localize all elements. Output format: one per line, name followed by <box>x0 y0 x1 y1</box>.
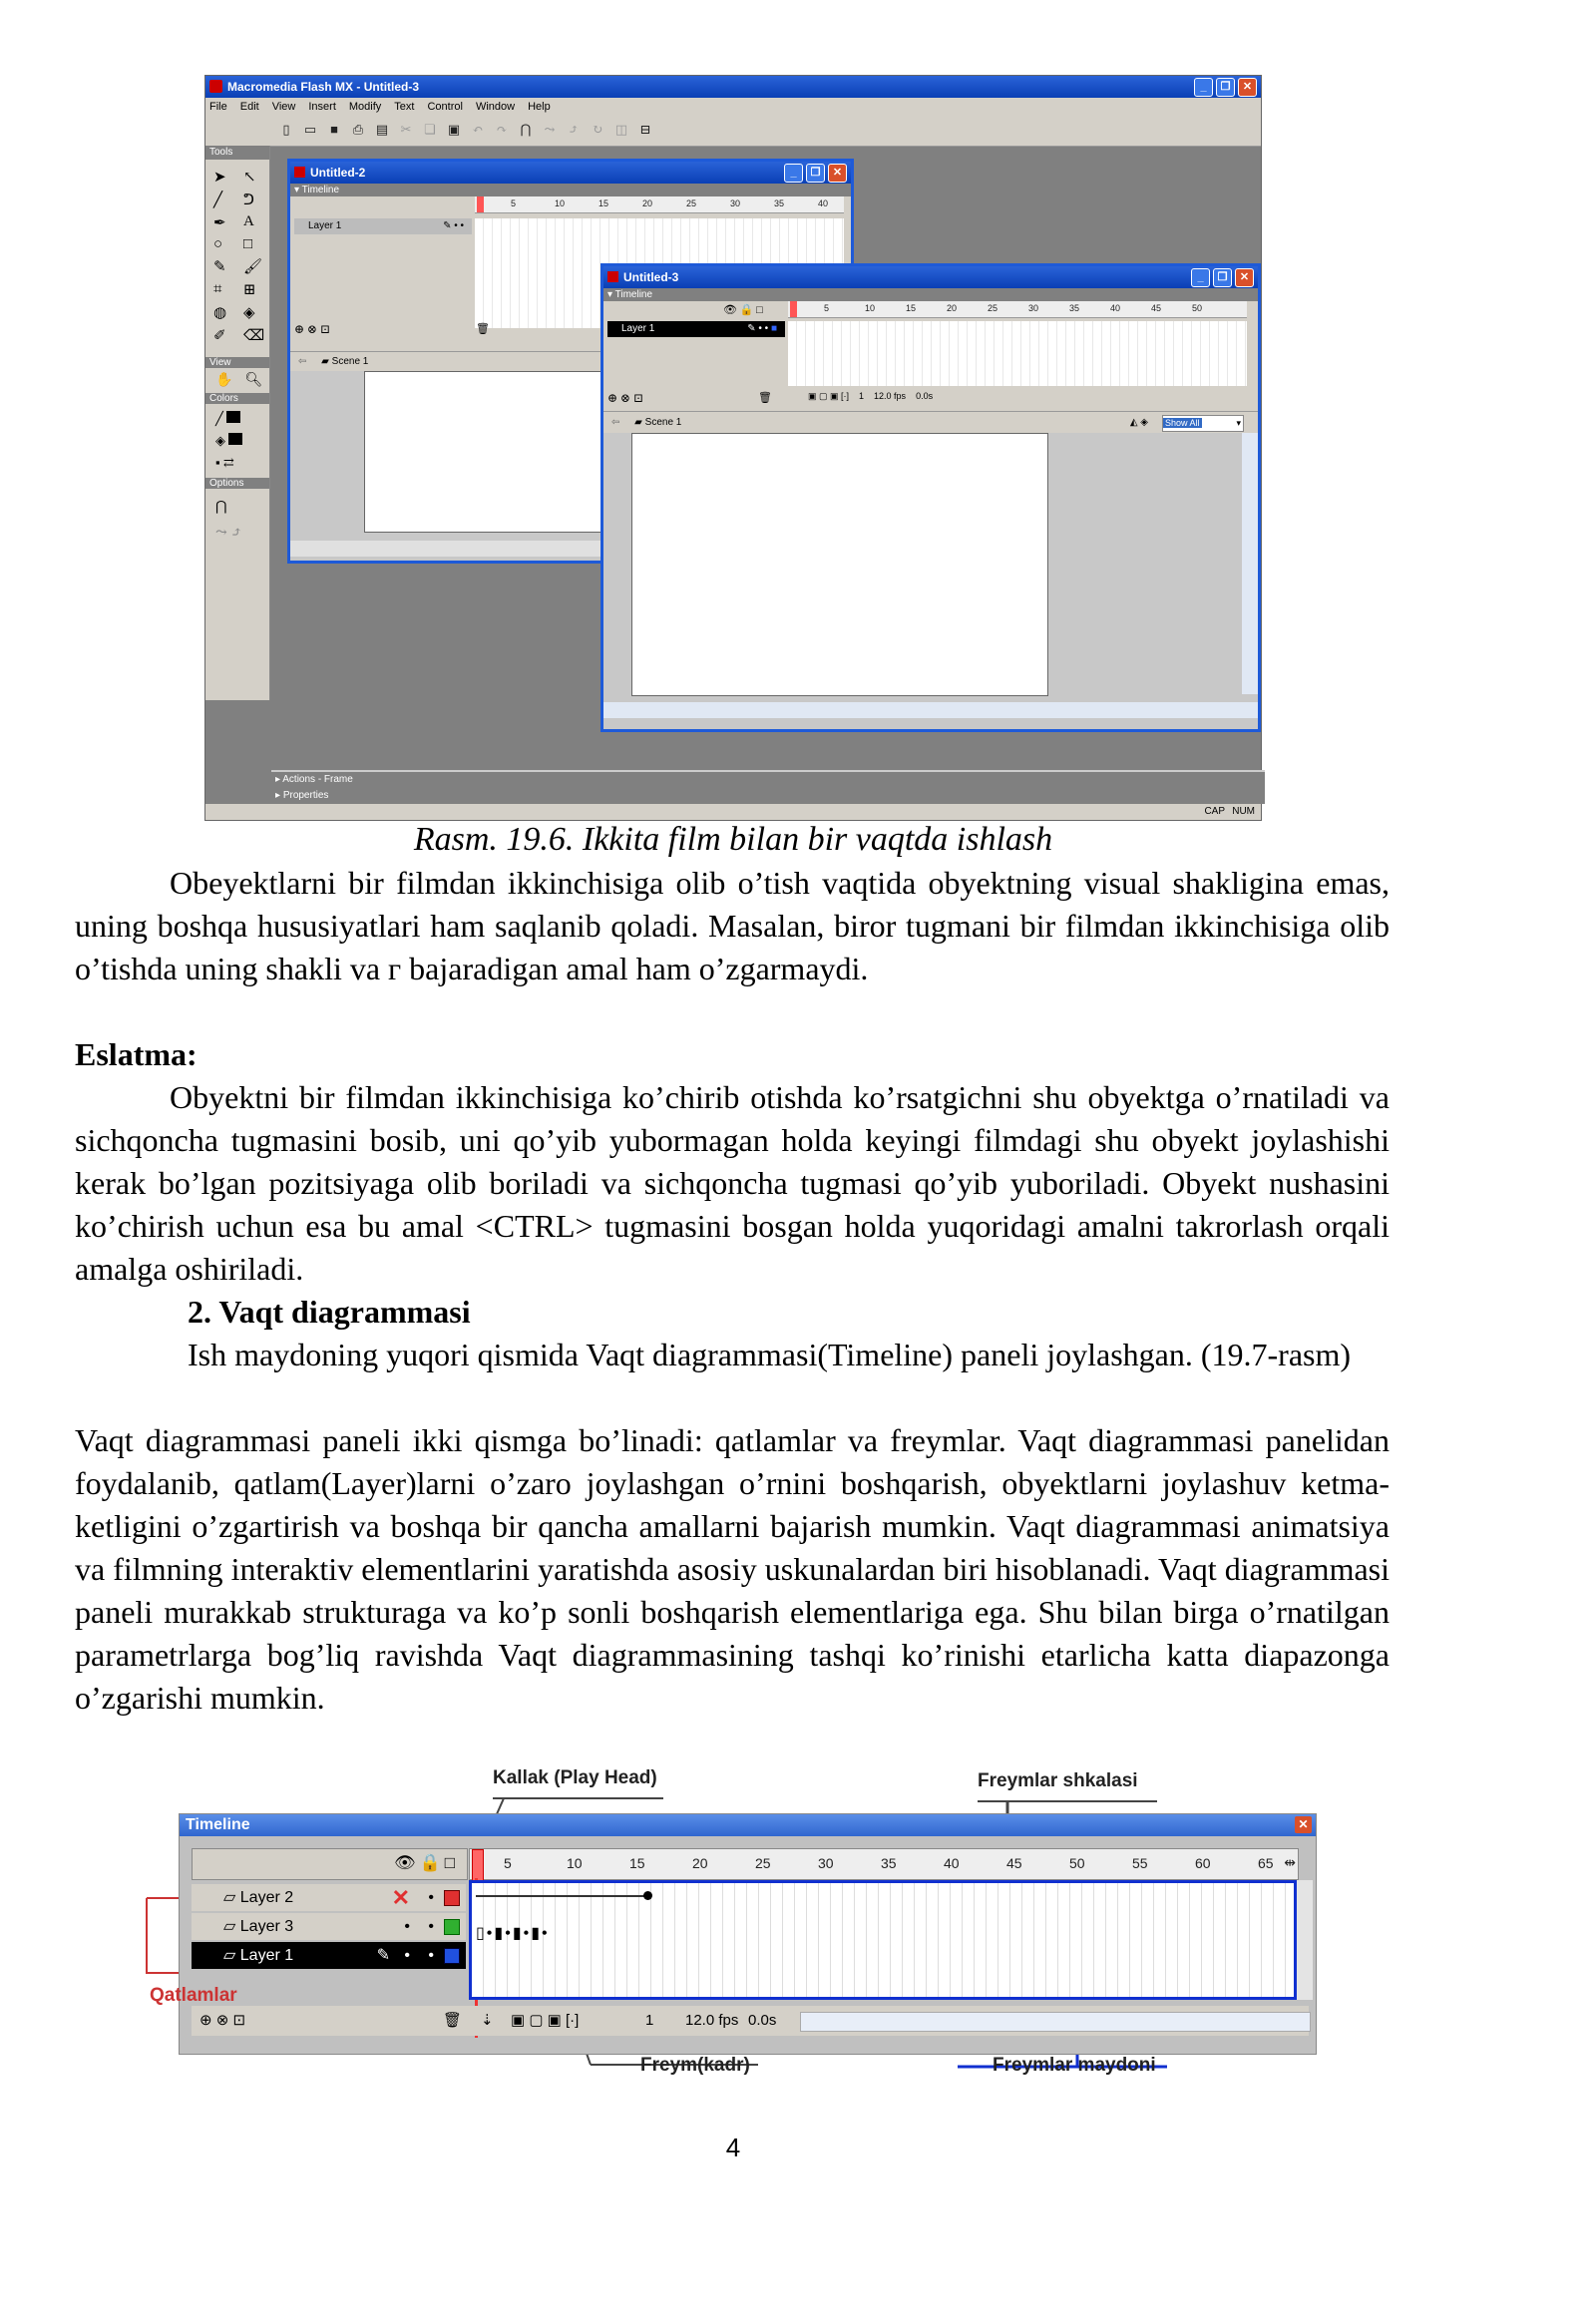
close-icon[interactable]: ✕ <box>1238 78 1257 97</box>
tools-section-colors: Colors <box>205 393 269 404</box>
ruler-tick: 25 <box>988 303 998 313</box>
menu-item-insert[interactable]: Insert <box>308 101 336 113</box>
new-file-icon[interactable]: ▯ <box>282 122 290 137</box>
rectangle-tool-icon[interactable]: □ <box>243 236 253 252</box>
ruler-tick: 20 <box>947 303 958 313</box>
back-arrow-icon[interactable]: ⇦ <box>611 417 620 428</box>
open-icon[interactable]: ▭ <box>303 122 317 137</box>
lasso-tool-icon[interactable]: ᕤ <box>243 193 254 208</box>
frames-hscrollbar[interactable] <box>800 2012 1311 2032</box>
timeline-panel <box>179 1813 1317 2055</box>
add-layer-icons[interactable]: ⊕ ⊗ ⊡ <box>200 2012 246 2029</box>
lock-dot-icon: • <box>428 1918 434 1935</box>
doc1-layer-row[interactable]: Layer 1 ✎ • • <box>294 218 472 234</box>
doc-logo-icon <box>294 167 305 178</box>
doc-logo-icon <box>607 271 618 282</box>
eye-lock-outline-icons[interactable]: 👁🔒□ <box>393 1853 459 1872</box>
ruler-tick: 5 <box>511 198 517 208</box>
menu-bar <box>205 98 1261 116</box>
pencil-icon: ✎ • • ■ <box>747 323 777 334</box>
eraser-icon[interactable]: ⌫ <box>243 328 265 344</box>
pencil-tool-icon[interactable]: ✎ <box>213 259 226 275</box>
smooth-icon[interactable]: ⤳ <box>544 122 556 137</box>
ruler-tick: 60 <box>1195 1855 1211 1871</box>
menu-item-control[interactable]: Control <box>427 101 463 113</box>
section-heading: 2. Vaqt diagrammasi <box>188 1294 471 1330</box>
frame-ruler[interactable] <box>469 1848 1299 1880</box>
outline-color-red[interactable] <box>444 1890 460 1906</box>
ruler-tick: 25 <box>686 198 697 208</box>
doc2-title: Untitled-3 <box>623 270 679 284</box>
playhead[interactable] <box>472 1849 484 1881</box>
layer-icon: ▱ <box>223 1918 236 1935</box>
ruler-tick: 40 <box>818 198 829 208</box>
print-preview-icon[interactable]: ▤ <box>375 122 389 137</box>
tools-section-options: Options <box>205 478 269 489</box>
menu-item-text[interactable]: Text <box>394 101 415 113</box>
copy-icon[interactable]: ❏ <box>424 122 436 137</box>
flash-screenshot <box>204 75 1262 821</box>
layer-row-1[interactable]: ▱ Layer 1 ✎ • • <box>192 1942 466 1969</box>
tools-panel <box>205 146 270 700</box>
paragraph-1: Obeyektlarni bir filmdan ikkinchisiga olib o’tish vaqtida obyektning visual shakligina emas, uning boshqa hususiyatlari ham saqlanib qoladi. Masalan, biror tugmani bir filmdan ikkinchisiga olib o’tishda uning shakli va г bajaradigan amal ham o’zgarmaydi. <box>75 865 1390 986</box>
paragraph-3: Ish maydoning yuqori qismida Vaqt diagrammasi(Timeline) paneli joylashgan. (19.7-rasm) <box>188 1337 1352 1372</box>
status-bar: CAP NUM <box>205 804 1261 820</box>
ruler-tick: 35 <box>1069 303 1080 313</box>
doc2-timeline-header: ▾ Timeline <box>603 288 1258 301</box>
chevron-down-icon: ▾ <box>1236 418 1241 428</box>
restore-icon[interactable]: ❐ <box>1216 78 1235 97</box>
pencil-icon: ✎ • • <box>443 220 464 231</box>
frames-vscrollbar[interactable] <box>1297 1880 1313 2000</box>
lock-dot-icon: • <box>428 1947 434 1964</box>
tools-header: Tools <box>205 146 269 160</box>
doc1-stage[interactable] <box>364 371 615 533</box>
swap-colors-icon[interactable]: ▪ ⇄ <box>215 455 234 470</box>
visibility-dot-icon: • <box>404 1947 410 1964</box>
app-title-bar <box>205 76 1261 98</box>
ruler-tick: 10 <box>567 1855 583 1871</box>
menu-item-view[interactable]: View <box>271 101 296 113</box>
ruler-tick: 35 <box>774 198 785 208</box>
actions-panel-header[interactable]: ▸ Actions - Frame <box>271 770 1265 788</box>
keyframe[interactable] <box>643 1891 652 1900</box>
doc2-edit-bar: ⇦ ▰ Scene 1 Show All ▾ ◭ ◈ <box>603 411 1258 434</box>
doc2-status: ▣ ▢ ▣ [·] 1 12.0 fps 0.0s <box>808 391 934 401</box>
layer-icon: ▱ <box>223 1947 236 1964</box>
ruler-tick: 20 <box>692 1855 708 1871</box>
close-icon[interactable]: ✕ <box>828 164 847 183</box>
tools-section-view: View <box>205 357 269 368</box>
ruler-tick: 30 <box>1028 303 1039 313</box>
doc-window-untitled-3[interactable] <box>600 263 1261 732</box>
ruler-tick: 5 <box>504 1855 512 1871</box>
menu-item-file[interactable]: File <box>209 101 227 113</box>
delete-x-icon: ✕ <box>391 1885 410 1910</box>
doc1-layer-buttons[interactable]: ⊕ ⊗ ⊡ <box>294 322 331 336</box>
layer-row-3[interactable]: ▱ Layer 3 • • <box>192 1913 466 1940</box>
frames-area[interactable] <box>469 1880 1297 2000</box>
ruler-tick: 40 <box>944 1855 960 1871</box>
doc2-stage-area <box>603 433 1258 729</box>
menu-item-edit[interactable]: Edit <box>239 101 259 113</box>
frame-view-icon[interactable]: ⇹ <box>1284 1854 1296 1870</box>
ruler-tick: 25 <box>755 1855 771 1871</box>
minimize-icon[interactable]: _ <box>1191 268 1210 287</box>
eyedropper-icon[interactable]: ✐ <box>213 328 226 344</box>
pen-tool-icon[interactable]: ✒ <box>213 215 226 231</box>
doc1-edit-bar: ⇦ ▰ Scene 1 <box>290 351 851 372</box>
doc2-layer-buttons[interactable]: ⊕ ⊗ ⊡ <box>607 391 644 405</box>
label-frames-area: Freymlar maydoni <box>993 2055 1156 2076</box>
ruler-tick: 50 <box>1192 303 1203 313</box>
fill-transform-icon[interactable]: ⊞ <box>243 282 256 298</box>
print-icon[interactable]: ⎙ <box>352 122 364 137</box>
cut-icon[interactable]: ✂ <box>400 122 412 137</box>
center-frame-icon[interactable]: ⇣ <box>481 2012 494 2029</box>
stroke-color-icon[interactable]: ╱ <box>215 408 259 430</box>
ruler-tick: 10 <box>555 198 566 208</box>
straighten-icon[interactable]: ⤴ <box>568 122 580 137</box>
ruler-tick: 15 <box>906 303 917 313</box>
doc1-timeline-header: ▾ Timeline <box>290 184 851 196</box>
smooth-option-icon[interactable]: ⤳ ⤴ <box>215 526 242 541</box>
flash-logo-icon <box>209 80 222 93</box>
motion-tween <box>476 1895 650 1897</box>
menu-item-modify[interactable]: Modify <box>348 101 382 113</box>
doc2-trash-icon[interactable]: 🗑 <box>758 392 772 404</box>
layer-icon: ▱ <box>223 1889 236 1906</box>
paragraph-4: Vaqt diagrammasi paneli ikki qismga bo’linadi: qatlamlar va freymlar. Vaqt diagrammasi panelidan foydalanib, qatlam(Layer)larni o’zaro joylashgan o’rnini boshqarish, obyektlarni joylashuv ketma-ketligini o’zgartirish va boshqa bir qancha amallarni bajarish mumkin. Vaqt diagrammasi animatsiya va filmning interaktiv elementlarini yaratishda asosiy uskunalardan biri hisoblanadi. Vaqt diagrammasi paneli murakkab strukturaga va ko’p sonli boshqarish elementlariga ega. Shu bilan birga o’rnatilgan parametrlarga bog’liq ravishda Vaqt diagrammasining tashqi ko’rinishi etarlicha katta diapazonga o’zgarishi mumkin. <box>75 1422 1390 1716</box>
page-number: 4 <box>725 2132 741 2162</box>
doc2-timeline <box>603 301 1258 411</box>
doc2-layer-row[interactable]: Layer 1 ✎ • • ■ <box>607 321 785 337</box>
ruler-tick: 40 <box>1110 303 1121 313</box>
scene-icon: ▰ <box>321 356 329 367</box>
ruler-tick: 45 <box>1151 303 1162 313</box>
minimize-icon[interactable]: _ <box>1194 78 1213 97</box>
paste-icon[interactable]: ▣ <box>447 122 461 137</box>
minimize-icon[interactable]: _ <box>784 164 803 183</box>
ruler-tick: 5 <box>824 303 830 313</box>
label-frame: Freym(kadr) <box>640 2055 750 2076</box>
ruler-tick: 15 <box>629 1855 645 1871</box>
edit-symbol-icons[interactable]: ◭ ◈ <box>1129 417 1148 428</box>
doc2-stage[interactable] <box>631 433 1048 696</box>
label-layers: Qatlamlar <box>150 1985 237 2006</box>
doc1-title: Untitled-2 <box>310 166 366 180</box>
restore-icon[interactable]: ❐ <box>806 164 825 183</box>
brush-tool-icon[interactable]: 🖌 <box>243 259 263 275</box>
zoom-tool-icon[interactable]: 🔍︎ <box>244 373 263 388</box>
zoom-select[interactable]: Show All ▾ <box>1162 415 1244 432</box>
save-icon[interactable]: ■ <box>330 122 338 137</box>
back-arrow-icon[interactable]: ⇦ <box>298 356 307 367</box>
subselect-tool-icon[interactable]: ↖ <box>243 170 256 186</box>
pencil-icon: ✎ <box>376 1947 390 1964</box>
note-heading: Eslatma: <box>75 1036 198 1072</box>
menu-item-help[interactable]: Help <box>528 101 551 113</box>
outline-color-green[interactable] <box>444 1919 460 1935</box>
ruler-tick: 35 <box>881 1855 897 1871</box>
restore-icon[interactable]: ❐ <box>1213 268 1232 287</box>
ruler-tick: 55 <box>1132 1855 1148 1871</box>
onion-skin-icons[interactable]: ▣ ▢ ▣ [·] <box>511 2012 580 2029</box>
rotate-icon[interactable]: ↻ <box>592 122 603 137</box>
ink-bottle-icon[interactable]: ◍ <box>213 305 227 321</box>
redo-icon[interactable]: ↷ <box>496 122 508 137</box>
magnet-icon[interactable]: ⋂ <box>215 500 227 515</box>
menu-item-window[interactable]: Window <box>475 101 516 113</box>
ruler-tick: 45 <box>1006 1855 1022 1871</box>
ruler-tick: 15 <box>598 198 609 208</box>
app-title: Macromedia Flash MX - Untitled-3 <box>227 80 420 94</box>
label-playhead: Kallak (Play Head) <box>493 1767 657 1788</box>
doc2-vscrollbar[interactable] <box>1242 433 1258 694</box>
ruler-tick: 20 <box>642 198 653 208</box>
doc1-trash-icon[interactable]: 🗑 <box>476 323 490 335</box>
main-toolbar <box>205 116 1261 147</box>
label-frame-scale: Freymlar shkalasi <box>978 1770 1138 1791</box>
free-transform-icon[interactable]: ⌗ <box>213 281 222 297</box>
scale-icon[interactable]: ◫ <box>614 122 628 137</box>
ruler-tick: 30 <box>818 1855 834 1871</box>
fill-color-icon[interactable]: ◈ <box>215 430 259 452</box>
ruler-tick: 50 <box>1069 1855 1085 1871</box>
paint-bucket-icon[interactable]: ◈ <box>243 305 255 321</box>
ruler-tick: 65 <box>1258 1855 1274 1871</box>
eye-lock-outline-icons[interactable]: 👁 🔒 □ <box>723 304 763 316</box>
arrow-tool-icon[interactable]: ➤ <box>213 170 226 186</box>
close-icon[interactable]: ✕ <box>1235 268 1254 287</box>
ruler-tick: 30 <box>730 198 741 208</box>
paragraph-2: Obyektni bir filmdan ikkinchisiga ko’chirib otishda ko’rsatgichni shu obyektga o’rnatiladi va sichqoncha tugmasini bosib, uni qo’yib yubormagan holda keyingi filmdagi shu obyekt joylashishi kerak bo’lgan pozitsiyaga olib boriladi va sichqoncha tugmasi qo’yib yuboriladi. Obyekt nushasini ko’chirish uchun esa bu amal <CTRL> tugmasini bosgan holda yuqoridagi amalni takrorlash orqali amalga oshiriladi. <box>75 1079 1390 1287</box>
figure-caption: Rasm. 19.6. Ikkita film bilan bir vaqtda ishlash <box>413 821 1053 858</box>
scene-icon: ▰ <box>634 417 642 428</box>
keyframes-sequence[interactable]: ▯•▮•▮•▮• <box>476 1925 550 1942</box>
snap-icon[interactable]: ⋂ <box>520 122 532 137</box>
doc2-hscrollbar[interactable] <box>603 702 1258 718</box>
timeline-bottom-bar: ⊕ ⊗ ⊡ 🗑 ⇣ ▣ ▢ ▣ [·] 1 12.0 fps 0.0s <box>192 2006 1309 2036</box>
ruler-tick: 10 <box>865 303 876 313</box>
delete-layer-icon[interactable]: 🗑 <box>443 2012 463 2029</box>
oval-tool-icon[interactable]: ○ <box>213 236 223 252</box>
align-icon[interactable]: ⊟ <box>639 122 651 137</box>
layer-row-2[interactable]: ▱ Layer 2 ✕ • <box>192 1884 466 1911</box>
undo-icon[interactable]: ↶ <box>472 122 484 137</box>
hand-tool-icon[interactable]: ✋ <box>215 373 233 388</box>
outline-color-blue[interactable] <box>444 1948 460 1964</box>
onion-skin-icons[interactable]: ▣ ▢ ▣ [·] <box>808 391 850 401</box>
visibility-dot-icon: • <box>404 1918 410 1935</box>
text-tool-icon[interactable]: A <box>243 213 254 229</box>
line-tool-icon[interactable]: ╱ <box>213 193 223 208</box>
properties-panel-header[interactable]: ▸ Properties <box>271 788 1265 804</box>
close-icon[interactable]: ✕ <box>1295 1816 1312 1833</box>
timeline-title-bar: Timeline ✕ <box>180 1814 1316 1836</box>
lock-dot-icon: • <box>428 1889 434 1906</box>
layer-header <box>192 1848 468 1880</box>
